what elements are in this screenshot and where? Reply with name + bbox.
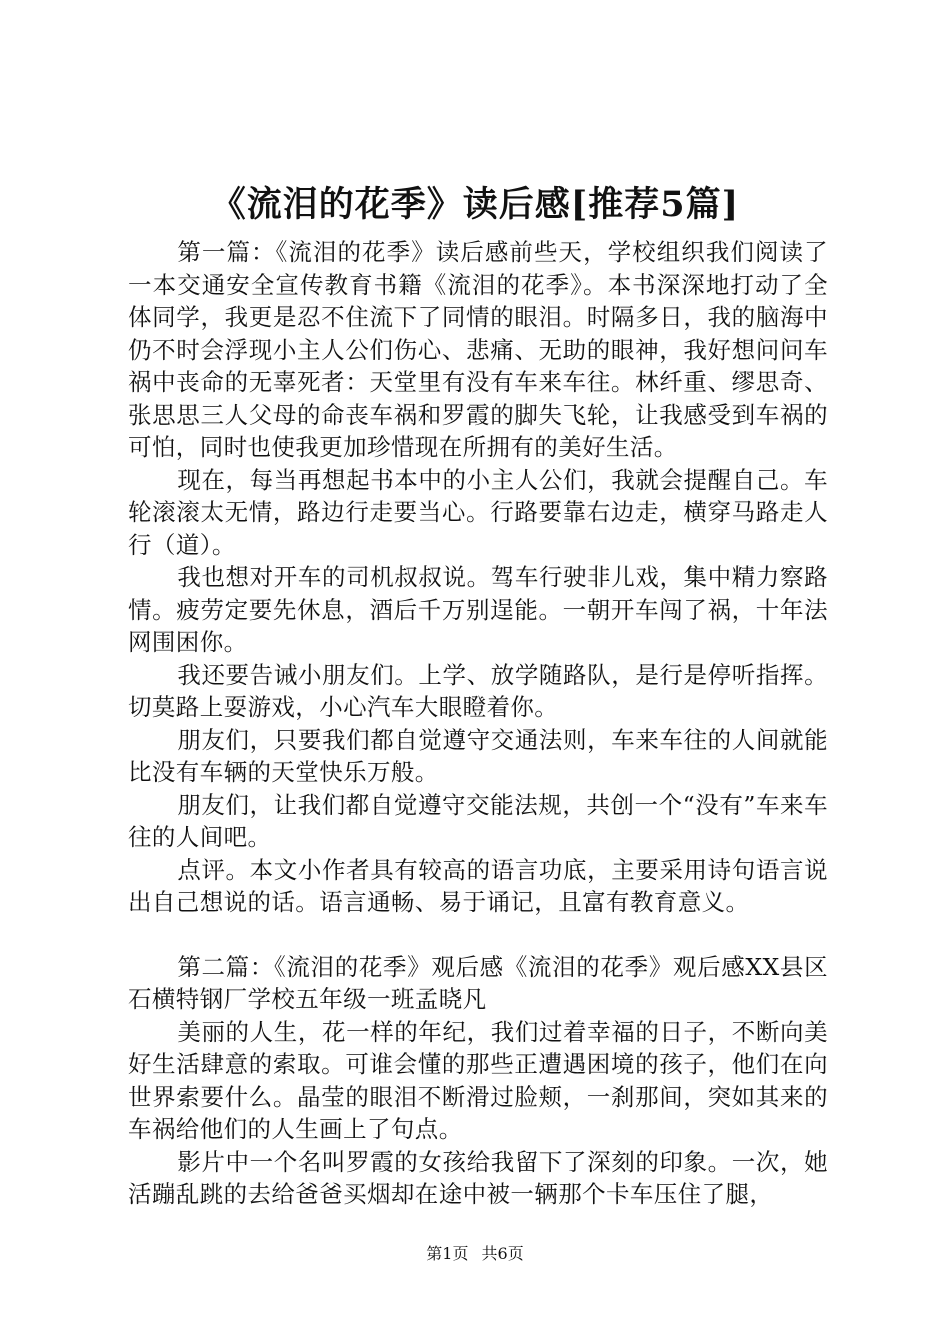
paragraph: 点评。本文小作者具有较高的语言功底，主要采用诗句语言说出自己想说的话。语言通畅、易于诵记，且富有教育意义。 bbox=[128, 855, 828, 916]
document-title: 《流泪的花季》读后感[推荐5篇] bbox=[210, 184, 740, 225]
paragraph: 第二篇：《流泪的花季》观后感《流泪的花季》观后感XX县区石横特钢厂学校五年级一班孟晓凡 bbox=[128, 952, 828, 1013]
paragraph: 影片中一个名叫罗霞的女孩给我留下了深刻的印象。一次，她活蹦乱跳的去给爸爸买烟却在途中被一辆那个卡车压住了腿， bbox=[128, 1147, 828, 1208]
page-total: 共6页 bbox=[481, 1244, 524, 1263]
paragraph: 我也想对开车的司机叔叔说。驾车行驶非儿戏，集中精力察路情。疲劳定要先休息，酒后千万别逞能。一朝开车闯了祸，十年法网围困你。 bbox=[128, 563, 828, 656]
document-body bbox=[128, 236, 828, 1211]
paragraph: 现在，每当再想起书本中的小主人公们，我就会提醒自己。车轮滚滚太无情，路边行走要当心。行路要靠右边走，横穿马路走人行（道）。 bbox=[128, 465, 828, 559]
paragraph: 美丽的人生，花一样的年纪，我们过着幸福的日子，不断向美好生活肆意的索取。可谁会懂的那些正遭遇困境的孩子，他们在向世界索要什么。晶莹的眼泪不断滑过脸颊，一刹那间，突如其来的车祸给他们的人生画上了句点。 bbox=[128, 1017, 828, 1143]
paragraph: 第一篇：《流泪的花季》读后感前些天，学校组织我们阅读了一本交通安全宣传教育书籍《流泪的花季》。本书深深地打动了全体同学，我更是忍不住流下了同情的眼泪。时隔多日，我的脑海中仍不时会浮现小主人公们伤心、悲痛、无助的眼神，我好想问问车祸中丧命的无辜死者：天堂里有没有车来车往。林纤重、缪思奇、张思思三人父母的命丧车祸和罗霞的脚失飞轮，让我感受到车祸的可怕，同时也使我更加珍惜现在所拥有的美好生活。 bbox=[128, 238, 828, 461]
page-number: 第1页 bbox=[426, 1244, 469, 1263]
section-spacer bbox=[128, 919, 828, 951]
page-footer bbox=[0, 1243, 950, 1265]
paragraph: 朋友们，让我们都自觉遵守交能法规，共创一个“没有”车来车往的人间吧。 bbox=[128, 790, 828, 851]
paragraph: 朋友们，只要我们都自觉遵守交通法则，车来车往的人间就能比没有车辆的天堂快乐万般。 bbox=[128, 725, 828, 786]
paragraph: 我还要告诫小朋友们。上学、放学随路队，是行是停听指挥。切莫路上耍游戏，小心汽车大眼瞪着你。 bbox=[128, 660, 828, 721]
